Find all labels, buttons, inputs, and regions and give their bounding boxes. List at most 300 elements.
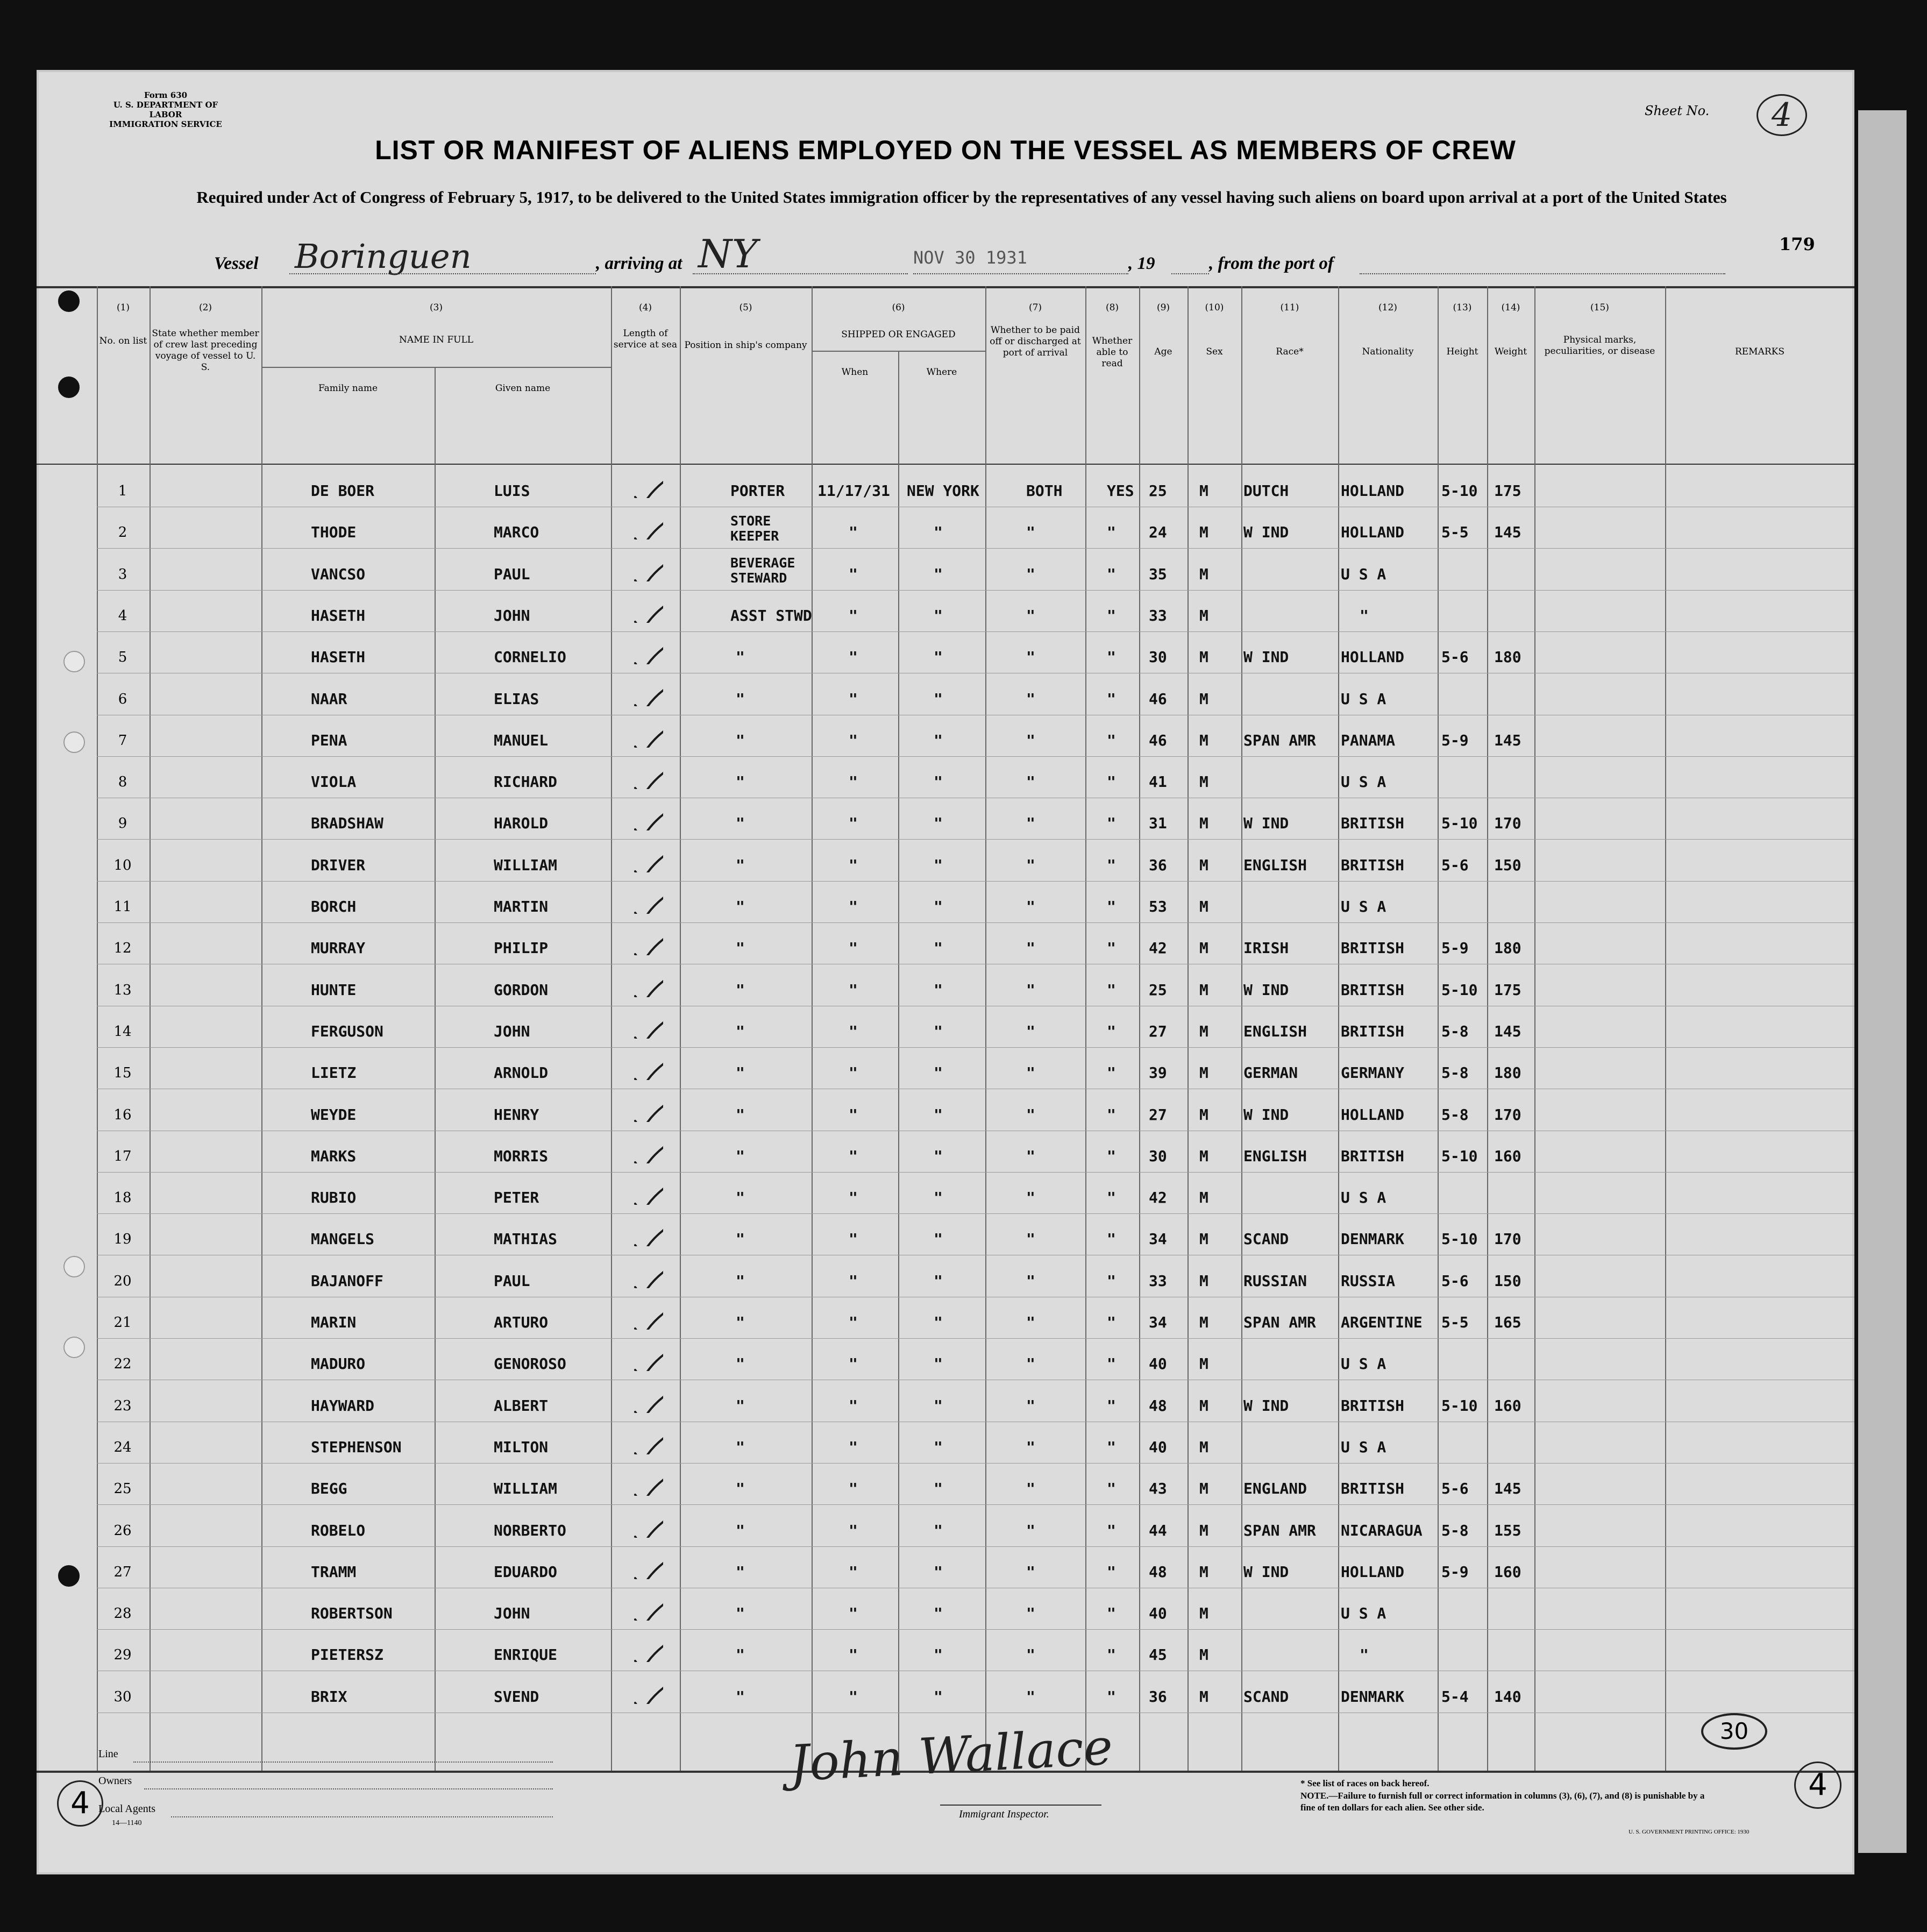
cell-age: 42 <box>1149 1189 1167 1207</box>
cell-where: " <box>934 856 943 874</box>
cell-where: " <box>934 1230 943 1248</box>
cell-given: ALBERT <box>494 1396 549 1415</box>
cell-weight: 150 <box>1494 1272 1521 1290</box>
check-mark <box>631 1552 663 1579</box>
check-mark <box>631 513 663 539</box>
cell-age: 34 <box>1149 1230 1167 1248</box>
cell-paid: " <box>1026 1272 1035 1290</box>
cell-read: " <box>1107 606 1116 624</box>
col-head-position: Position in ship's company <box>684 340 807 351</box>
footer-agents-code: 14—1140 <box>112 1819 142 1827</box>
cell-read: " <box>1107 1396 1116 1415</box>
cell-sex: M <box>1199 565 1208 583</box>
cell-age: 25 <box>1149 482 1167 500</box>
cell-sex: M <box>1199 1687 1208 1706</box>
cell-paid: " <box>1026 1105 1035 1124</box>
cell-read: " <box>1107 731 1116 749</box>
cell-sex: M <box>1199 482 1208 500</box>
row-number: 4 <box>118 607 127 624</box>
cell-paid: " <box>1026 939 1035 957</box>
cell-nat: BRITISH <box>1341 1147 1405 1165</box>
row-number: 24 <box>113 1439 132 1455</box>
check-mark <box>631 1261 663 1288</box>
cell-sex: M <box>1199 1230 1208 1248</box>
cell-weight: 160 <box>1494 1147 1521 1165</box>
from-label: , from the port of <box>1209 254 1334 273</box>
check-mark <box>631 970 663 997</box>
cell-weight: 145 <box>1494 523 1521 542</box>
cell-when: 11/17/31 <box>817 482 890 500</box>
row-number: 13 <box>113 982 132 998</box>
cell-where: " <box>934 731 943 749</box>
cell-sex: M <box>1199 523 1208 542</box>
cell-sex: M <box>1199 1562 1208 1581</box>
cell-sex: M <box>1199 1022 1208 1040</box>
cell-race: W IND <box>1243 1562 1289 1581</box>
row-number: 14 <box>113 1023 132 1040</box>
cell-given: MARCO <box>494 523 539 542</box>
crew-table <box>37 286 1854 1706</box>
cell-nat: NICARAGUA <box>1341 1521 1423 1539</box>
cell-given: MATHIAS <box>494 1230 558 1248</box>
cell-paid: " <box>1026 1646 1035 1664</box>
footer-line-label: Line <box>98 1748 118 1760</box>
col-num-9: (9) <box>1156 302 1170 313</box>
cell-position: " <box>736 1022 745 1040</box>
check-mark <box>631 928 663 955</box>
cell-where: " <box>934 773 943 791</box>
cell-where: " <box>934 523 943 542</box>
cell-given: ELIAS <box>494 690 539 708</box>
cell-race: SCAND <box>1243 1230 1289 1248</box>
cell-given: ENRIQUE <box>494 1646 558 1664</box>
year-label: , 19 <box>1128 254 1155 273</box>
printer-line: U. S. GOVERNMENT PRINTING OFFICE: 1930 <box>1629 1829 1750 1835</box>
cell-family: FERGUSON <box>311 1022 383 1040</box>
cell-paid: " <box>1026 1355 1035 1373</box>
col-head-name: NAME IN FULL <box>399 335 474 345</box>
cell-read: " <box>1107 648 1116 666</box>
cell-read: " <box>1107 1022 1116 1040</box>
col-head-age: Age <box>1154 346 1172 357</box>
races-note: * See list of races on back hereof. <box>1300 1778 1430 1788</box>
cell-height: 5-5 <box>1441 523 1469 542</box>
col-num-1: (1) <box>116 302 130 313</box>
cell-where: " <box>934 981 943 999</box>
cell-read: " <box>1107 1313 1116 1331</box>
cell-age: 48 <box>1149 1562 1167 1581</box>
cell-given: WILLIAM <box>494 1480 558 1498</box>
check-mark <box>631 637 663 664</box>
cell-family: PIETERSZ <box>311 1646 383 1664</box>
cell-family: WEYDE <box>311 1105 357 1124</box>
row-number: 12 <box>113 940 132 957</box>
cell-position: " <box>736 690 745 708</box>
cell-weight: 170 <box>1494 814 1521 833</box>
check-mark <box>631 1511 663 1538</box>
cell-paid: " <box>1026 981 1035 999</box>
cell-nat: HOLLAND <box>1341 648 1405 666</box>
cell-nat: DENMARK <box>1341 1687 1405 1706</box>
cell-given: PAUL <box>494 565 530 583</box>
cell-age: 30 <box>1149 648 1167 666</box>
cell-read: " <box>1107 523 1116 542</box>
cell-age: 39 <box>1149 1064 1167 1082</box>
total-count-circled: 30 <box>1701 1713 1767 1750</box>
cell-age: 43 <box>1149 1480 1167 1498</box>
cell-position: " <box>736 1189 745 1207</box>
cell-paid: " <box>1026 814 1035 833</box>
row-number: 3 <box>118 566 127 583</box>
cell-given: RICHARD <box>494 773 558 791</box>
cell-age: 34 <box>1149 1313 1167 1331</box>
cell-family: LIETZ <box>311 1064 357 1082</box>
col-head-sex: Sex <box>1206 346 1223 357</box>
cell-sex: M <box>1199 1480 1208 1498</box>
cell-where: " <box>934 1604 943 1623</box>
cell-age: 40 <box>1149 1355 1167 1373</box>
cell-given: GORDON <box>494 981 549 999</box>
cell-position: " <box>736 1355 745 1373</box>
cell-position: " <box>736 1438 745 1456</box>
cell-race: ENGLAND <box>1243 1480 1307 1498</box>
cell-nat: HOLLAND <box>1341 482 1405 500</box>
cell-when: " <box>849 731 858 749</box>
cell-read: " <box>1107 1272 1116 1290</box>
page-title: LIST OR MANIFEST OF ALIENS EMPLOYED ON THE VESSEL AS MEMBERS OF CREW <box>375 135 1516 165</box>
cell-height: 5-10 <box>1441 482 1478 500</box>
cell-weight: 175 <box>1494 482 1521 500</box>
cell-height: 5-10 <box>1441 981 1478 999</box>
row-number: 23 <box>113 1397 132 1414</box>
row-number: 7 <box>118 732 127 749</box>
cell-height: 5-6 <box>1441 856 1469 874</box>
cell-family: HAYWARD <box>311 1396 375 1415</box>
cell-weight: 160 <box>1494 1396 1521 1415</box>
check-mark <box>631 762 663 789</box>
cell-when: " <box>849 648 858 666</box>
cell-nat: DENMARK <box>1341 1230 1405 1248</box>
cell-weight: 180 <box>1494 939 1521 957</box>
cell-read: YES <box>1107 482 1134 500</box>
cell-where: " <box>934 939 943 957</box>
cell-family: RUBIO <box>311 1189 357 1207</box>
cell-paid: " <box>1026 1189 1035 1207</box>
check-mark <box>631 846 663 872</box>
cell-family: BRADSHAW <box>311 814 383 833</box>
cell-read: " <box>1107 1230 1116 1248</box>
cell-weight: 145 <box>1494 1480 1521 1498</box>
check-mark <box>631 1344 663 1371</box>
cell-where: " <box>934 898 943 915</box>
cell-read: " <box>1107 773 1116 791</box>
cell-weight: 165 <box>1494 1313 1521 1331</box>
cell-position: " <box>736 1230 745 1248</box>
cell-race: SPAN AMR <box>1243 731 1316 749</box>
arriving-port: NY <box>698 231 758 276</box>
check-mark <box>631 1386 663 1413</box>
row-number: 26 <box>113 1522 132 1539</box>
cell-where: " <box>934 1438 943 1456</box>
cell-where: " <box>934 1355 943 1373</box>
check-mark <box>631 679 663 706</box>
cell-where: " <box>934 1646 943 1664</box>
cell-given: PAUL <box>494 1272 530 1290</box>
cell-given: HENRY <box>494 1105 539 1124</box>
cell-read: " <box>1107 1687 1116 1706</box>
col-num-6: (6) <box>892 302 905 313</box>
cell-where: " <box>934 1022 943 1040</box>
cell-height: 5-6 <box>1441 1480 1469 1498</box>
col-head-service: Length of service at sea <box>613 328 678 350</box>
cell-paid: " <box>1026 773 1035 791</box>
cell-when: " <box>849 981 858 999</box>
check-mark <box>631 1635 663 1662</box>
row-number: 27 <box>113 1564 132 1580</box>
cell-position: " <box>736 981 745 999</box>
cell-family: DE BOER <box>311 482 375 500</box>
cell-where: " <box>934 1480 943 1498</box>
cell-age: 41 <box>1149 773 1167 791</box>
cell-position: " <box>736 939 745 957</box>
cell-family: THODE <box>311 523 357 542</box>
check-mark <box>631 1012 663 1039</box>
cell-family: BAJANOFF <box>311 1272 383 1290</box>
cell-position: " <box>736 1396 745 1415</box>
footer-owners-label: Owners <box>98 1775 132 1787</box>
cell-sex: M <box>1199 1105 1208 1124</box>
cell-sex: M <box>1199 1521 1208 1539</box>
check-mark <box>631 1594 663 1621</box>
cell-read: " <box>1107 814 1116 833</box>
cell-paid: " <box>1026 856 1035 874</box>
cell-weight: 145 <box>1494 1022 1521 1040</box>
cell-nat: U S A <box>1341 565 1386 583</box>
vessel-name: Boringuen <box>295 237 472 276</box>
cell-paid: " <box>1026 1064 1035 1082</box>
cell-sex: M <box>1199 981 1208 999</box>
row-number: 19 <box>113 1231 132 1248</box>
cell-when: " <box>849 565 858 583</box>
cell-given: MILTON <box>494 1438 549 1456</box>
check-mark <box>631 1427 663 1454</box>
cell-when: " <box>849 690 858 708</box>
circled-page-left: 4 <box>57 1780 103 1827</box>
cell-family: HASETH <box>311 648 366 666</box>
cell-age: 24 <box>1149 523 1167 542</box>
cell-read: " <box>1107 1105 1116 1124</box>
cell-height: 5-8 <box>1441 1022 1469 1040</box>
cell-position: " <box>736 1604 745 1623</box>
col-num-14: (14) <box>1501 302 1520 313</box>
cell-nat: U S A <box>1341 1355 1386 1373</box>
cell-paid: " <box>1026 1396 1035 1415</box>
cell-read: " <box>1107 1189 1116 1207</box>
cell-when: " <box>849 1313 858 1331</box>
cell-age: 27 <box>1149 1022 1167 1040</box>
cell-position: " <box>736 856 745 874</box>
cell-where: " <box>934 606 943 624</box>
cell-when: " <box>849 814 858 833</box>
row-number: 28 <box>113 1606 132 1622</box>
cell-paid: BOTH <box>1026 482 1063 500</box>
row-number: 30 <box>113 1688 132 1705</box>
cell-when: " <box>849 1147 858 1165</box>
cell-height: 5-8 <box>1441 1064 1469 1082</box>
punch-hole <box>63 731 85 753</box>
col-head-height: Height <box>1446 346 1478 357</box>
cell-height: 5-10 <box>1441 1396 1478 1415</box>
cell-when: " <box>849 1521 858 1539</box>
cell-age: 25 <box>1149 981 1167 999</box>
cell-paid: " <box>1026 690 1035 708</box>
cell-sex: M <box>1199 1438 1208 1456</box>
cell-nat: BRITISH <box>1341 981 1405 999</box>
cell-when: " <box>849 773 858 791</box>
form-department: U. S. DEPARTMENT OF LABOR <box>113 100 218 119</box>
cell-height: 5-8 <box>1441 1521 1469 1539</box>
cell-nat: HOLLAND <box>1341 523 1405 542</box>
cell-nat: U S A <box>1341 773 1386 791</box>
cell-race: W IND <box>1243 648 1289 666</box>
punch-hole <box>58 290 80 312</box>
footer-agents-label: Local Agents <box>98 1803 156 1815</box>
cell-read: " <box>1107 690 1116 708</box>
cell-paid: " <box>1026 1313 1035 1331</box>
cell-nat: BRITISH <box>1341 1480 1405 1498</box>
cell-age: 53 <box>1149 898 1167 915</box>
cell-race: SPAN AMR <box>1243 1313 1316 1331</box>
cell-read: " <box>1107 1438 1116 1456</box>
cell-weight: 170 <box>1494 1105 1521 1124</box>
row-number: 5 <box>118 649 127 666</box>
cell-height: 5-9 <box>1441 731 1469 749</box>
cell-position: " <box>736 1313 745 1331</box>
cell-age: 27 <box>1149 1105 1167 1124</box>
cell-age: 48 <box>1149 1396 1167 1415</box>
cell-nat: BRITISH <box>1341 939 1405 957</box>
cell-weight: 180 <box>1494 648 1521 666</box>
inspector-label: Immigrant Inspector. <box>959 1808 1049 1820</box>
cell-position: " <box>736 731 745 749</box>
cell-paid: " <box>1026 1147 1035 1165</box>
cell-where: " <box>934 1396 943 1415</box>
cell-family: HASETH <box>311 606 366 624</box>
cell-height: 5-5 <box>1441 1313 1469 1331</box>
punch-hole <box>63 1256 85 1277</box>
cell-height: 5-10 <box>1441 1147 1478 1165</box>
cell-nat: U S A <box>1341 1604 1386 1623</box>
col-num-10: (10) <box>1205 302 1224 313</box>
cell-weight: 155 <box>1494 1521 1521 1539</box>
cell-family: BORCH <box>311 898 357 915</box>
cell-age: 33 <box>1149 1272 1167 1290</box>
cell-when: " <box>849 1105 858 1124</box>
cell-sex: M <box>1199 1355 1208 1373</box>
cell-where: " <box>934 1313 943 1331</box>
cell-sex: M <box>1199 1189 1208 1207</box>
cell-nat: GERMANY <box>1341 1064 1405 1082</box>
cell-paid: " <box>1026 523 1035 542</box>
check-mark <box>631 1677 663 1704</box>
cell-sex: M <box>1199 1604 1208 1623</box>
cell-family: ROBERTSON <box>311 1604 393 1623</box>
cell-given: GENOROSO <box>494 1355 566 1373</box>
cell-paid: " <box>1026 731 1035 749</box>
cell-when: " <box>849 898 858 915</box>
col-head-where: Where <box>926 367 957 378</box>
cell-position: STORE KEEPER <box>730 513 779 544</box>
cell-weight: 175 <box>1494 981 1521 999</box>
cell-when: " <box>849 1646 858 1664</box>
check-mark <box>631 1053 663 1080</box>
row-number: 1 <box>118 483 127 499</box>
cell-race: W IND <box>1243 523 1289 542</box>
cell-when: " <box>849 1189 858 1207</box>
col-num-3: (3) <box>429 302 443 313</box>
cell-given: JOHN <box>494 1604 530 1623</box>
cell-read: " <box>1107 939 1116 957</box>
row-number: 8 <box>118 774 127 791</box>
cell-age: 31 <box>1149 814 1167 833</box>
cell-where: " <box>934 1064 943 1082</box>
check-mark <box>631 555 663 581</box>
cell-given: HAROLD <box>494 814 549 833</box>
cell-given: LUIS <box>494 482 530 500</box>
cell-given: NORBERTO <box>494 1521 566 1539</box>
col-num-13: (13) <box>1453 302 1472 313</box>
cell-sex: M <box>1199 606 1208 624</box>
cell-given: PETER <box>494 1189 539 1207</box>
cell-paid: " <box>1026 1480 1035 1498</box>
cell-sex: M <box>1199 648 1208 666</box>
cell-position: " <box>736 898 745 915</box>
cell-read: " <box>1107 1064 1116 1082</box>
cell-given: ARTURO <box>494 1313 549 1331</box>
cell-position: " <box>736 814 745 833</box>
cell-family: BEGG <box>311 1480 347 1498</box>
cell-family: MARKS <box>311 1147 357 1165</box>
cell-read: " <box>1107 565 1116 583</box>
cell-race: ENGLISH <box>1243 1147 1307 1165</box>
cell-height: 5-8 <box>1441 1105 1469 1124</box>
cell-when: " <box>849 1438 858 1456</box>
check-mark <box>631 887 663 914</box>
cell-nat: HOLLAND <box>1341 1562 1405 1581</box>
cell-race: SCAND <box>1243 1687 1289 1706</box>
cell-sex: M <box>1199 1313 1208 1331</box>
cell-height: 5-6 <box>1441 648 1469 666</box>
cell-weight: 160 <box>1494 1562 1521 1581</box>
row-number: 25 <box>113 1481 132 1497</box>
check-mark <box>631 804 663 830</box>
cell-nat: ARGENTINE <box>1341 1313 1423 1331</box>
row-number: 2 <box>118 524 127 541</box>
cell-nat: HOLLAND <box>1341 1105 1405 1124</box>
cell-height: 5-9 <box>1441 939 1469 957</box>
cell-family: MADURO <box>311 1355 366 1373</box>
cell-nat: U S A <box>1341 690 1386 708</box>
cell-weight: 140 <box>1494 1687 1521 1706</box>
cell-nat: U S A <box>1341 1189 1386 1207</box>
col-num-7: (7) <box>1028 302 1042 313</box>
cell-position: ASST STWD <box>730 606 812 624</box>
cell-paid: " <box>1026 1230 1035 1248</box>
cell-paid: " <box>1026 1562 1035 1581</box>
cell-family: NAAR <box>311 690 347 708</box>
cell-read: " <box>1107 1604 1116 1623</box>
col-head-physical: Physical marks, peculiarities, or disease <box>1544 335 1655 357</box>
